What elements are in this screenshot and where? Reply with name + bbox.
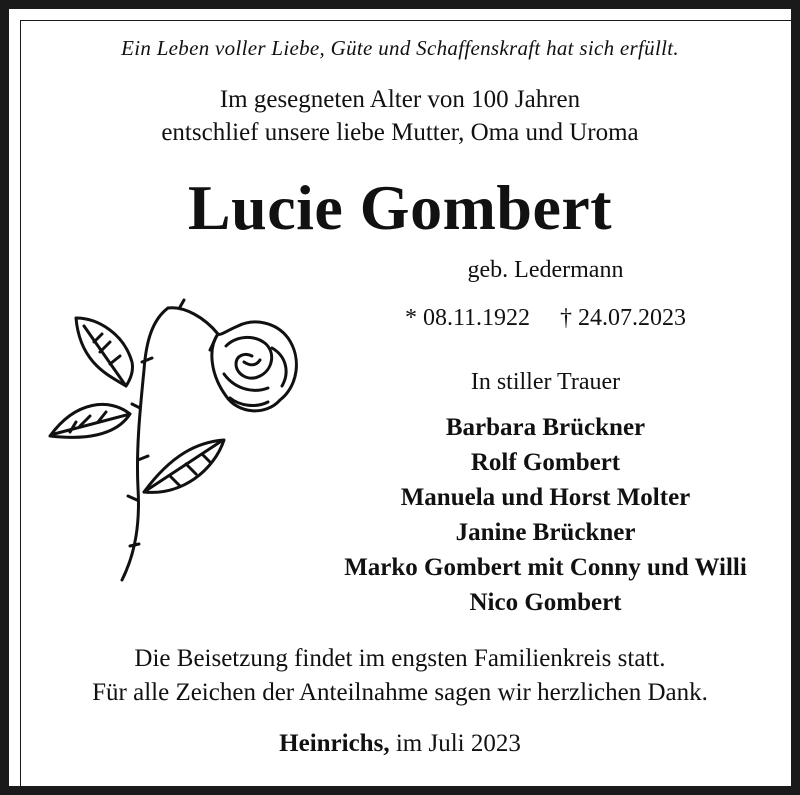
- thanks-note: Für alle Zeichen der Anteilnahme sagen wir herzlichen Dank.: [92, 679, 708, 706]
- funeral-note: Die Beisetzung findet im engsten Familienkreis statt.: [134, 645, 666, 672]
- intro-line-1: Im gesegneten Alter von 100 Jahren: [219, 86, 581, 113]
- mourner-name: Barbara Brückner: [445, 414, 646, 441]
- death-date: † 24.07.2023: [560, 305, 687, 331]
- place-name: Heinrichs,: [279, 730, 390, 757]
- mourner-name: Janine Brückner: [455, 519, 636, 546]
- motto-line: Ein Leben voller Liebe, Güte und Schaffenskraft hat sich erfüllt.: [121, 36, 679, 60]
- maiden-name: geb. Ledermann: [467, 257, 624, 283]
- mourner-name: Nico Gombert: [469, 589, 622, 616]
- mourner-name: Rolf Gombert: [470, 449, 621, 476]
- mourning-heading: In stiller Trauer: [470, 369, 621, 395]
- rose-icon: [40, 290, 310, 600]
- place-date-line: [0, 730, 800, 758]
- deceased-name: Lucie Gombert: [187, 172, 613, 243]
- closing-date: im Juli 2023: [395, 730, 521, 757]
- mourner-name: Marko Gombert mit Conny und Willi: [344, 554, 747, 581]
- birth-date: * 08.11.1922: [404, 305, 531, 331]
- mourner-name: Manuela und Horst Molter: [400, 484, 691, 511]
- intro-line-2: entschlief unsere liebe Mutter, Oma und Uroma: [161, 119, 639, 146]
- life-dates: [273, 305, 800, 332]
